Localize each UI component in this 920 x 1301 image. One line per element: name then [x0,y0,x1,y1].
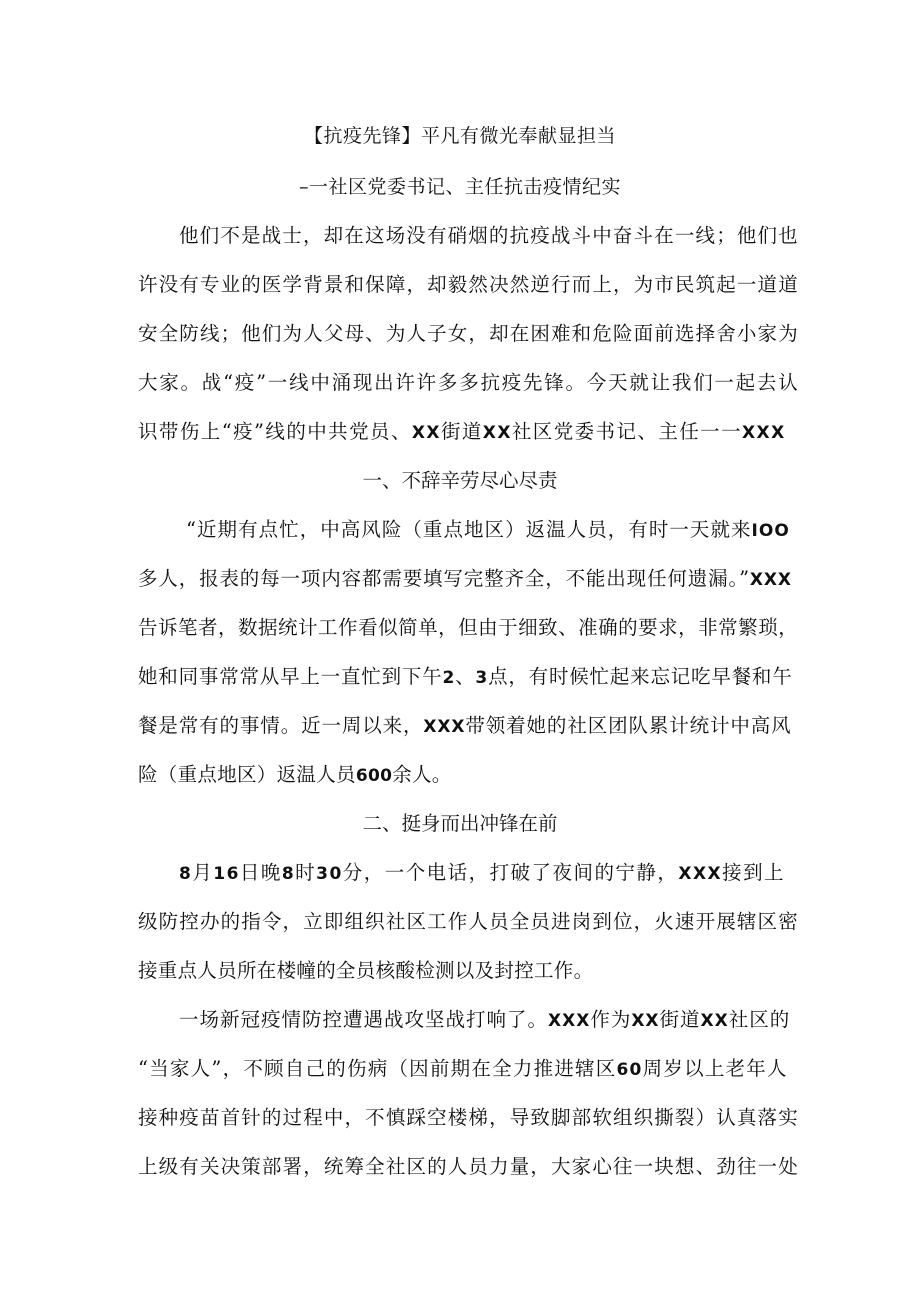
text-run: XXX [548,1011,591,1031]
text-run: XXX [678,864,723,884]
section-1-line-1 [138,517,798,544]
section-2-p2-line-4: 上级有关决策部署，统筹全社区的人员力量，大家心往一块想、劲往一处 [138,1155,799,1178]
section-2-p2-line-3: 接种疫苗首针的过程中，不慎踩空楼梯，导致脚部软组织撕裂）认真落实 [138,1106,799,1129]
section-2-p1-line-2: 级防控办的指令，立即组织社区工作人员全员进岗到位，火速开展辖区密 [138,910,799,933]
text-run: 余人。 [392,763,452,786]
section-2-p1-line-1 [138,860,798,887]
text-run: 8 [179,864,193,884]
text-run: 险（重点地区）返温人员 [138,763,356,786]
text-run: 30 [316,864,343,884]
text-run: 一场新冠疫情防控遭遇战攻坚战打响了。 [179,1008,548,1031]
document-subtitle: –一社区党委书记、主任抗击疫情纪实 [298,176,621,198]
text-run: “当家人”，不顾自己的伤病（因前期在全力推进辖区 [138,1057,617,1080]
text-run: 识带伤上“疫”线的中共党员、 [138,420,412,443]
text-run: 日晚 [239,861,282,884]
section-2-p2-line-2 [138,1056,798,1083]
text-run: 16 [213,864,240,884]
text-run: XXX [423,717,466,737]
text-run: 街道 [440,420,483,443]
text-run: 街道 [659,1008,701,1031]
text-run: XX [411,423,441,443]
text-run: 作为 [590,1008,632,1031]
text-run: 分，一个电话，打破了夜间的宁静， [342,861,679,884]
text-run: 60 [616,1060,643,1080]
text-run: 600 [355,766,393,786]
text-run: 8 [281,864,296,884]
text-run: 周岁以上老年人 [642,1057,788,1080]
text-run: 她和同事常常从早上一直忙到下午 [138,665,443,688]
text-run: 带领着她的社区团队累计统计中高风 [465,714,792,737]
text-run: 、 [455,665,476,688]
intro-line-1: 他们不是战士，却在这场没有硝烟的抗疫战斗中奋斗在一线；他们也 [179,224,799,247]
text-run: 接到上 [722,861,786,884]
text-run: 月 [192,861,214,884]
text-run: IOO [751,521,790,541]
section-1-line-2 [138,566,798,593]
text-run: XX [482,423,512,443]
section-1-heading: 一、不辞辛劳尽心尽责 [362,469,558,492]
text-run: XXX [742,423,786,443]
text-run: 3 [475,668,489,688]
section-2-p2-line-1 [138,1007,798,1034]
text-run: 时 [295,861,317,884]
intro-line-2: 许没有专业的医学背景和保障，却毅然决然逆行而上，为市民筑起一道道 [138,273,799,296]
text-run: 餐是常有的事情。近一周以来， [138,714,424,737]
intro-line-4: 大家。战“疫”一线中涌现出许许多多抗疫先锋。今天就让我们一起去认 [138,371,800,394]
section-2-p1-line-3: 接重点人员所在楼幢的全员核酸检测以及封控工作。 [138,959,594,982]
text-run: 多人，报表的每一项内容都需要填写完整齐全，不能出现任何遗漏。” [138,567,750,590]
text-run: XXX [749,570,792,590]
text-run: “近期有点忙，中高风险（重点地区）返温人员，有时一天就来 [186,518,752,541]
text-run: 2 [442,668,456,688]
intro-line-5 [138,419,798,446]
section-1-line-5 [138,713,798,740]
section-2-heading: 二、挺身而出冲锋在前 [362,812,558,835]
section-1-line-3: 告诉笔者，数据统计工作看似简单，但由于细致、准确的要求，非常繁琐， [138,616,799,639]
text-run: XX [700,1011,729,1031]
document-title: 【抗疫先锋】平凡有微光奉献显担当 [303,125,616,147]
text-run: 点，有时候忙起来忘记吃早餐和午 [488,665,793,688]
text-run: 社区党委书记、主任一一 [511,420,743,443]
section-1-line-6 [138,762,798,789]
intro-line-3: 安全防线；他们为人父母、为人子女，却在困难和危险面前选择舍小家为 [138,322,799,345]
text-run: XX [631,1011,660,1031]
section-1-line-4 [138,664,798,691]
text-run: 社区的 [728,1008,791,1031]
